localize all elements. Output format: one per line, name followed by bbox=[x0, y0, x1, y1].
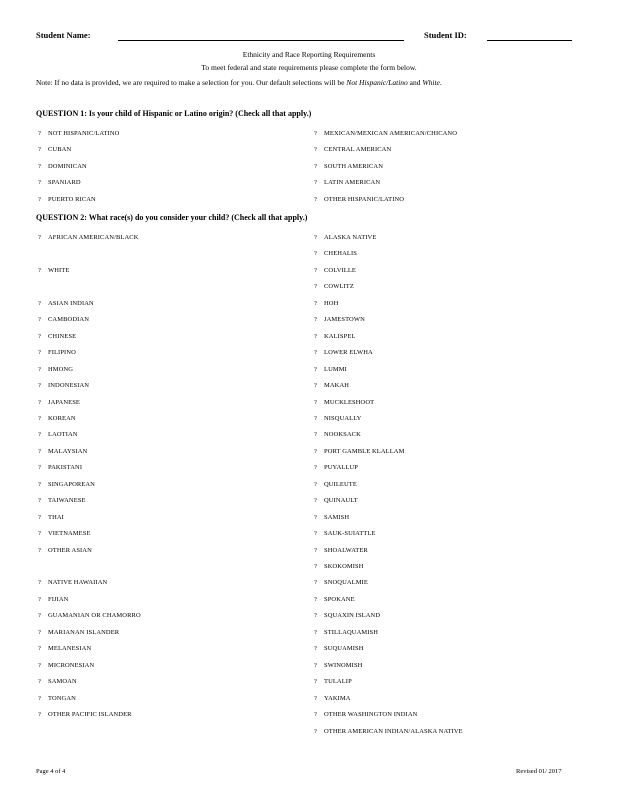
option-row[interactable] bbox=[314, 430, 361, 440]
option-label: JAMESTOWN bbox=[324, 316, 365, 324]
option-row[interactable] bbox=[314, 348, 373, 358]
option-label: SOUTH AMERICAN bbox=[324, 162, 384, 170]
option-label: DOMINICAN bbox=[48, 162, 87, 170]
option-row[interactable] bbox=[38, 496, 86, 506]
option-label: KALISPEL bbox=[324, 332, 356, 340]
checkbox-icon[interactable]: ? bbox=[314, 678, 317, 686]
checkbox-icon[interactable]: ? bbox=[314, 579, 317, 587]
option-label: MELANESIAN bbox=[48, 645, 92, 653]
option-row[interactable] bbox=[314, 578, 368, 588]
option-label: OTHER PACIFIC ISLANDER bbox=[48, 711, 132, 719]
option-row[interactable] bbox=[314, 381, 349, 391]
student-id-label: Student ID: bbox=[424, 30, 467, 40]
option-label: INDONESIAN bbox=[48, 382, 90, 390]
option-label: MEXICAN/MEXICAN AMERICAN/CHICANO bbox=[324, 130, 458, 137]
student-name-label: Student Name: bbox=[36, 30, 91, 40]
option-row[interactable] bbox=[38, 694, 76, 704]
checkbox-icon[interactable]: ? bbox=[38, 530, 41, 538]
checkbox-icon[interactable]: ? bbox=[38, 595, 41, 603]
checkbox-icon[interactable]: ? bbox=[314, 382, 317, 390]
option-row[interactable] bbox=[38, 398, 80, 408]
revision-date: Revised 01/ 2017 bbox=[516, 768, 562, 775]
option-row[interactable] bbox=[38, 513, 64, 523]
option-row[interactable] bbox=[314, 365, 347, 375]
option-label: OTHER WASHINGTON INDIAN bbox=[324, 711, 418, 719]
checkbox-icon[interactable]: ? bbox=[38, 266, 41, 274]
option-label: JAPANESE bbox=[48, 398, 80, 406]
checkbox-icon[interactable]: ? bbox=[38, 447, 41, 455]
checkbox-icon[interactable]: ? bbox=[38, 316, 41, 324]
option-row[interactable] bbox=[314, 332, 356, 342]
option-label: QUINAULT bbox=[324, 497, 358, 505]
option-label: SAUK-SUIATTLE bbox=[324, 530, 376, 538]
option-label: SQUAXIN ISLAND bbox=[324, 612, 381, 620]
checkbox-icon[interactable]: ? bbox=[38, 414, 41, 422]
option-row[interactable] bbox=[314, 694, 351, 704]
option-label: NATIVE HAWAIIAN bbox=[48, 579, 108, 587]
question-2-title: QUESTION 2: What race(s) do you consider your child? (Check all that apply.) bbox=[36, 213, 308, 222]
option-row[interactable] bbox=[314, 562, 364, 572]
option-label: PAKISTANI bbox=[48, 464, 83, 472]
option-row[interactable] bbox=[314, 195, 404, 205]
option-label: TULALIP bbox=[324, 678, 352, 686]
option-row[interactable] bbox=[38, 447, 87, 457]
option-label: FIJIAN bbox=[48, 595, 69, 603]
page-number: Page 4 of 4 bbox=[36, 768, 66, 775]
option-label: PORT GAMBLE KLALLAM bbox=[324, 447, 405, 455]
checkbox-icon[interactable]: ? bbox=[314, 365, 317, 373]
option-label: CAMBODIAN bbox=[48, 316, 89, 324]
option-row[interactable] bbox=[38, 463, 82, 473]
student-id-field[interactable] bbox=[487, 40, 572, 41]
checkbox-icon[interactable]: ? bbox=[314, 398, 317, 406]
option-label: ASIAN INDIAN bbox=[48, 299, 94, 307]
option-row[interactable] bbox=[314, 299, 338, 309]
checkbox-icon[interactable]: ? bbox=[314, 530, 317, 538]
checkbox-icon[interactable]: ? bbox=[314, 711, 317, 719]
option-row[interactable] bbox=[38, 315, 89, 325]
option-label: AFRICAN AMERICAN/BLACK bbox=[48, 234, 139, 241]
option-label: GUAMANIAN OR CHAMORRO bbox=[48, 612, 141, 620]
form-title: Ethnicity and Race Reporting Requirements bbox=[242, 50, 376, 59]
option-label: QUILEUTE bbox=[324, 480, 357, 488]
checkbox-icon[interactable]: ? bbox=[314, 612, 317, 620]
option-row[interactable] bbox=[38, 661, 94, 671]
option-label: PUYALLUP bbox=[324, 464, 359, 472]
option-row[interactable] bbox=[314, 249, 357, 259]
option-row[interactable] bbox=[314, 463, 358, 473]
option-row[interactable] bbox=[314, 162, 383, 172]
option-row[interactable] bbox=[38, 348, 76, 358]
checkbox-icon[interactable]: ? bbox=[38, 612, 41, 620]
option-row[interactable] bbox=[38, 546, 92, 556]
checkbox-icon[interactable]: ? bbox=[314, 661, 317, 669]
checkbox-icon[interactable]: ? bbox=[38, 480, 41, 488]
checkbox-icon[interactable]: ? bbox=[38, 179, 41, 187]
option-row[interactable] bbox=[314, 546, 368, 556]
option-label: NISQUALLY bbox=[324, 414, 362, 422]
option-row[interactable] bbox=[314, 282, 354, 292]
option-row[interactable] bbox=[38, 266, 69, 276]
option-row[interactable] bbox=[314, 129, 457, 139]
option-label: COWLITZ bbox=[324, 283, 354, 291]
option-row[interactable] bbox=[38, 677, 77, 687]
option-row[interactable] bbox=[314, 315, 365, 325]
option-label: SPANIARD bbox=[48, 179, 81, 187]
option-row[interactable] bbox=[38, 414, 76, 424]
checkbox-icon[interactable]: ? bbox=[314, 694, 317, 702]
checkbox-icon[interactable]: ? bbox=[38, 628, 41, 636]
option-row[interactable] bbox=[314, 644, 364, 654]
option-label: OTHER AMERICAN INDIAN/ALASKA NATIVE bbox=[324, 727, 463, 735]
option-label: SAMISH bbox=[324, 513, 350, 521]
option-label: WHITE bbox=[48, 266, 70, 274]
option-label: SUQUAMISH bbox=[324, 645, 364, 653]
option-label: YAKIMA bbox=[324, 694, 351, 702]
option-row[interactable] bbox=[38, 381, 89, 391]
checkbox-icon[interactable]: ? bbox=[314, 546, 317, 554]
option-row[interactable] bbox=[38, 299, 94, 309]
option-row[interactable] bbox=[314, 178, 380, 188]
option-row[interactable] bbox=[38, 644, 91, 654]
option-label: THAI bbox=[48, 513, 64, 521]
option-label: NOT HISPANIC/LATINO bbox=[48, 130, 120, 137]
option-row[interactable] bbox=[38, 162, 87, 172]
option-row[interactable] bbox=[314, 595, 355, 605]
option-label: MICRONESIAN bbox=[48, 661, 95, 669]
checkbox-icon[interactable]: ? bbox=[38, 365, 41, 373]
option-label: HMONG bbox=[48, 365, 74, 373]
option-row[interactable] bbox=[314, 661, 362, 671]
option-label: LUMMI bbox=[324, 365, 347, 373]
checkbox-icon[interactable]: ? bbox=[314, 447, 317, 455]
option-row[interactable] bbox=[314, 710, 417, 720]
checkbox-icon[interactable]: ? bbox=[38, 195, 41, 203]
option-label: KOREAN bbox=[48, 414, 76, 422]
option-label: NOOKSACK bbox=[324, 431, 361, 439]
checkbox-icon[interactable]: ? bbox=[38, 234, 41, 241]
option-row[interactable] bbox=[38, 145, 71, 155]
checkbox-icon[interactable]: ? bbox=[38, 162, 41, 170]
option-row[interactable] bbox=[314, 628, 378, 638]
checkbox-icon[interactable]: ? bbox=[38, 398, 41, 406]
checkbox-icon[interactable]: ? bbox=[314, 146, 317, 154]
checkbox-icon[interactable]: ? bbox=[314, 414, 317, 422]
option-row[interactable] bbox=[314, 447, 404, 457]
option-row[interactable] bbox=[314, 513, 349, 523]
checkbox-icon[interactable]: ? bbox=[314, 266, 317, 274]
option-label: MUCKLESHOOT bbox=[324, 398, 375, 406]
option-row[interactable] bbox=[38, 178, 81, 188]
option-row[interactable] bbox=[314, 480, 357, 490]
option-row[interactable] bbox=[314, 611, 380, 621]
checkbox-icon[interactable]: ? bbox=[38, 513, 41, 521]
checkbox-icon[interactable]: ? bbox=[38, 579, 41, 587]
option-label: ALASKA NATIVE bbox=[324, 234, 377, 241]
option-row[interactable] bbox=[314, 727, 463, 737]
option-label: SKOKOMISH bbox=[324, 563, 364, 570]
option-label: SHOALWATER bbox=[324, 546, 368, 554]
question-1-title: QUESTION 1: Is your child of Hispanic or Latino origin? (Check all that apply.) bbox=[36, 109, 312, 118]
checkbox-icon[interactable]: ? bbox=[314, 431, 317, 439]
checkbox-icon[interactable]: ? bbox=[314, 563, 317, 570]
checkbox-icon[interactable]: ? bbox=[38, 678, 41, 686]
option-row[interactable] bbox=[38, 195, 96, 205]
checkbox-icon[interactable]: ? bbox=[38, 382, 41, 390]
option-row[interactable] bbox=[314, 233, 376, 243]
option-label: LAOTIAN bbox=[48, 431, 78, 439]
option-row[interactable] bbox=[314, 145, 391, 155]
checkbox-icon[interactable]: ? bbox=[38, 464, 41, 472]
note-text: Note: If no data is provided, we are required to make a selection for you. Our default selections will be bbox=[36, 78, 345, 87]
checkbox-icon[interactable]: ? bbox=[314, 179, 317, 187]
checkbox-icon[interactable]: ? bbox=[314, 283, 317, 291]
checkbox-icon[interactable]: ? bbox=[314, 234, 317, 241]
option-row[interactable] bbox=[38, 365, 73, 375]
checkbox-icon[interactable]: ? bbox=[314, 497, 317, 505]
option-row[interactable] bbox=[38, 578, 107, 588]
option-row[interactable] bbox=[38, 480, 95, 490]
checkbox-icon[interactable]: ? bbox=[314, 645, 317, 653]
checkbox-icon[interactable]: ? bbox=[314, 316, 317, 324]
checkbox-icon[interactable]: ? bbox=[314, 727, 317, 735]
checkbox-icon[interactable]: ? bbox=[38, 299, 41, 307]
student-name-field[interactable] bbox=[118, 40, 404, 41]
checkbox-icon[interactable]: ? bbox=[314, 162, 317, 170]
option-row[interactable] bbox=[38, 233, 139, 243]
checkbox-icon[interactable]: ? bbox=[38, 332, 41, 340]
option-label: SNOQUALMIE bbox=[324, 579, 368, 587]
checkbox-icon[interactable]: ? bbox=[314, 464, 317, 472]
option-label: CENTRAL AMERICAN bbox=[324, 146, 392, 154]
checkbox-icon[interactable]: ? bbox=[38, 645, 41, 653]
option-row[interactable] bbox=[38, 129, 119, 139]
option-label: LATIN AMERICAN bbox=[324, 179, 381, 187]
checkbox-icon[interactable]: ? bbox=[38, 130, 41, 137]
option-row[interactable] bbox=[38, 611, 141, 621]
option-row[interactable] bbox=[314, 398, 374, 408]
checkbox-icon[interactable]: ? bbox=[314, 299, 317, 307]
option-row[interactable] bbox=[314, 266, 356, 276]
checkbox-icon[interactable]: ? bbox=[314, 595, 317, 603]
checkbox-icon[interactable]: ? bbox=[38, 694, 41, 702]
option-label: HOH bbox=[324, 299, 339, 307]
option-row[interactable] bbox=[38, 595, 68, 605]
option-row[interactable] bbox=[314, 529, 376, 539]
default-note: Note: If no data is provided, we are required to make a selection for you. Our default selections will be Not Hispanic/Latino and White. bbox=[36, 78, 442, 87]
checkbox-icon[interactable]: ? bbox=[314, 513, 317, 521]
option-row[interactable] bbox=[314, 677, 352, 687]
option-row[interactable] bbox=[38, 710, 132, 720]
form-subtitle: To meet federal and state requirements please complete the form below. bbox=[201, 63, 417, 72]
checkbox-icon[interactable]: ? bbox=[38, 146, 41, 154]
option-label: SPOKANE bbox=[324, 595, 355, 603]
option-label: OTHER HISPANIC/LATINO bbox=[324, 195, 405, 203]
option-label: MARIANAN ISLANDER bbox=[48, 628, 120, 636]
option-label: TAIWANESE bbox=[48, 497, 86, 505]
checkbox-icon[interactable]: ? bbox=[314, 628, 317, 636]
option-label: LOWER ELWHA bbox=[324, 349, 373, 357]
option-row[interactable] bbox=[314, 414, 361, 424]
option-label: MAKAH bbox=[324, 382, 350, 390]
checkbox-icon[interactable]: ? bbox=[38, 431, 41, 439]
option-label: FILIPINO bbox=[48, 349, 76, 357]
note-default-race: White bbox=[422, 78, 440, 87]
option-label: CHINESE bbox=[48, 332, 77, 340]
option-row[interactable] bbox=[38, 529, 91, 539]
checkbox-icon[interactable]: ? bbox=[314, 250, 317, 258]
option-label: MALAYSIAN bbox=[48, 447, 88, 455]
option-label: CHEHALIS bbox=[324, 250, 357, 258]
checkbox-icon[interactable]: ? bbox=[314, 195, 317, 203]
option-label: CUBAN bbox=[48, 146, 72, 154]
option-row[interactable] bbox=[38, 430, 78, 440]
option-label: SWINOMISH bbox=[324, 661, 363, 669]
checkbox-icon[interactable]: ? bbox=[38, 546, 41, 554]
checkbox-icon[interactable]: ? bbox=[314, 332, 317, 340]
option-label: COLVILLE bbox=[324, 266, 356, 274]
option-label: VIETNAMESE bbox=[48, 530, 91, 538]
note-default-ethnicity: Not Hispanic/Latino bbox=[346, 78, 408, 87]
checkbox-icon[interactable]: ? bbox=[314, 130, 317, 137]
checkbox-icon[interactable]: ? bbox=[38, 497, 41, 505]
option-row[interactable] bbox=[314, 496, 358, 506]
checkbox-icon[interactable]: ? bbox=[314, 349, 317, 357]
checkbox-icon[interactable]: ? bbox=[38, 661, 41, 669]
option-label: SINGAPOREAN bbox=[48, 480, 95, 488]
option-label: SAMOAN bbox=[48, 678, 77, 686]
option-label: PUERTO RICAN bbox=[48, 195, 96, 203]
option-row[interactable] bbox=[38, 628, 119, 638]
checkbox-icon[interactable]: ? bbox=[314, 480, 317, 488]
option-label: OTHER ASIAN bbox=[48, 546, 92, 554]
note-and: and bbox=[409, 78, 421, 87]
option-row[interactable] bbox=[38, 332, 76, 342]
checkbox-icon[interactable]: ? bbox=[38, 711, 41, 719]
option-label: TONGAN bbox=[48, 694, 76, 702]
checkbox-icon[interactable]: ? bbox=[38, 349, 41, 357]
option-label: STILLAQUAMISH bbox=[324, 628, 379, 636]
